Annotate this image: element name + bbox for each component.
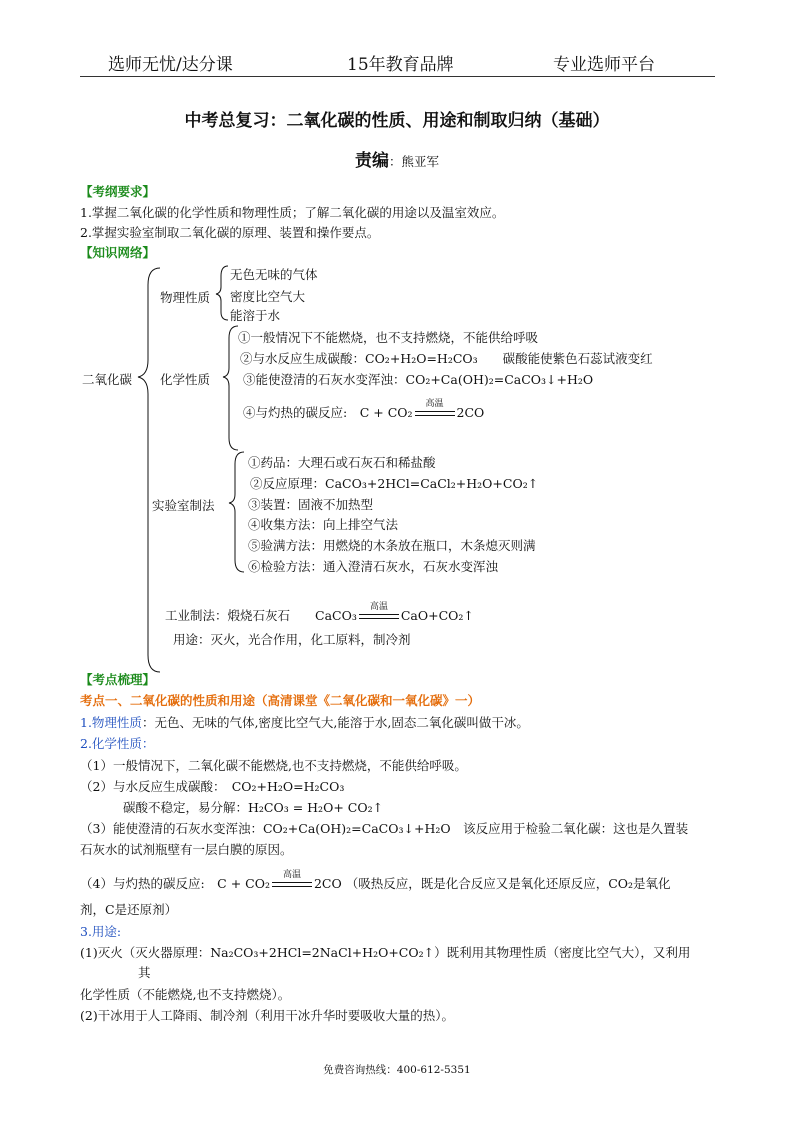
lab-label: 实验室制法 bbox=[152, 498, 215, 513]
chem4-lhs: ④与灼热的碳反应: C + CO₂ bbox=[243, 405, 413, 420]
use-2: (2)干冰用于人工降雨、制冷剂（利用干冰升华时要吸收大量的热）。 bbox=[80, 1008, 454, 1023]
chem4-rhs: 2CO bbox=[456, 405, 485, 420]
physical-properties-label: 1.物理性质 bbox=[80, 715, 142, 730]
uses-label: 3.用途: bbox=[80, 924, 122, 939]
network-heading: 【知识网络】 bbox=[80, 245, 156, 260]
physical-label: 物理性质 bbox=[160, 290, 211, 305]
chemical-properties-label: 2.化学性质： bbox=[80, 736, 155, 751]
lab-item-6: ⑥检验方法：通入澄清石灰水，石灰水变浑浊 bbox=[248, 559, 499, 574]
high-temp-arrow bbox=[413, 399, 457, 420]
header-right: 专业选师平台 bbox=[553, 55, 655, 75]
use-1c: 化学性质（不能燃烧,也不支持燃烧）。 bbox=[80, 987, 291, 1002]
chemical-item-1: ①一般情况下不能燃烧，也不支持燃烧，不能供给呼吸 bbox=[238, 330, 539, 345]
chemical-item-3: ③能使澄清的石灰水变浑浊：CO₂+Ca(OH)₂=CaCO₃↓+H₂O bbox=[243, 372, 594, 387]
condition-label: 高温 bbox=[282, 870, 301, 880]
use-1a: (1)灭火（灭火器原理：Na₂CO₃+2HCl=2NaCl+H₂O+CO₂↑）既利用其物理性质（密度比空气大），又利用 bbox=[80, 945, 691, 960]
footer-hotline: 免费咨询热线：400-612-5351 bbox=[323, 1064, 471, 1076]
chem-point-4b: 剂，C是还原剂） bbox=[80, 902, 178, 917]
chemical-item-2: ②与水反应生成碳酸：CO₂+H₂O=H₂CO₃ 碳酸能使紫色石蕊试液变红 bbox=[240, 351, 653, 366]
physical-properties-text: ：无色、无味的气体,密度比空气大,能溶于水,固态二氧化碳叫做干冰。 bbox=[141, 715, 529, 730]
editor-name: ：熊亚军 bbox=[388, 154, 439, 169]
industry-lhs: 工业制法：煅烧石灰石 CaCO₃ bbox=[165, 608, 357, 623]
network-uses: 用途：灭火，光合作用，化工原料，制冷剂 bbox=[173, 632, 411, 647]
chemical-item-4 bbox=[243, 399, 485, 421]
condition-label: 高温 bbox=[369, 602, 388, 612]
network-root: 二氧化碳 bbox=[82, 372, 133, 387]
chem-point-4-lhs: （4）与灼热的碳反应: C + CO₂ bbox=[80, 876, 270, 891]
high-temp-arrow bbox=[357, 602, 401, 623]
physical-brace bbox=[216, 266, 228, 320]
syllabus-heading: 【考纲要求】 bbox=[80, 184, 156, 199]
use-1b: 其 bbox=[138, 965, 151, 980]
physical-item-3: 能溶于水 bbox=[230, 308, 281, 323]
chem-point-3b: 石灰水的试剂瓶壁有一层白膜的原因。 bbox=[80, 842, 293, 857]
industry-rhs: CaO+CO₂↑ bbox=[400, 608, 474, 623]
high-temp-arrow bbox=[270, 870, 314, 891]
lab-item-5: ⑤验满方法：用燃烧的木条放在瓶口，木条熄灭则满 bbox=[248, 538, 536, 553]
syllabus-item-1: 1.掌握二氧化碳的化学性质和物理性质；了解二氧化碳的用途以及温室效应。 bbox=[80, 205, 505, 220]
lab-item-2: ②反应原理：CaCO₃+2HCl=CaCl₂+H₂O+CO₂↑ bbox=[250, 476, 539, 491]
chem-point-3a: （3）能使澄清的石灰水变浑浊：CO₂+Ca(OH)₂=CaCO₃↓+H₂O 该反应用于检验二氧化碳：这也是久置装 bbox=[80, 821, 689, 836]
chemical-label: 化学性质 bbox=[160, 372, 211, 387]
chem-point-4-rhs: 2CO （吸热反应，既是化合反应又是氧化还原反应，CO₂是氧化 bbox=[313, 876, 671, 891]
chem-point-1: （1）一般情况下，二氧化碳不能燃烧,也不支持燃烧，不能供给呼吸。 bbox=[80, 758, 467, 773]
lab-item-1: ①药品：大理石或石灰石和稀盐酸 bbox=[248, 455, 436, 470]
chem-point-4 bbox=[80, 870, 671, 892]
header-left: 选师无忧/达分课 bbox=[108, 55, 233, 75]
editor-label: 责编 bbox=[354, 151, 389, 171]
lab-item-3: ③装置：固液不加热型 bbox=[248, 497, 374, 512]
physical-properties bbox=[80, 713, 529, 731]
chemical-brace bbox=[223, 326, 238, 450]
syllabus-item-2: 2.掌握实验室制取二氧化碳的原理、装置和操作要点。 bbox=[80, 225, 380, 240]
lab-item-4: ④收集方法：向上排空气法 bbox=[248, 517, 399, 532]
physical-item-1: 无色无味的气体 bbox=[230, 267, 318, 282]
chem-point-2: （2）与水反应生成碳酸： CO₂+H₂O=H₂CO₃ bbox=[80, 779, 345, 794]
physical-item-2: 密度比空气大 bbox=[230, 289, 306, 304]
main-brace bbox=[138, 268, 160, 672]
point1-title: 考点一、二氧化碳的性质和用途（高清课堂《二氧化碳和一氧化碳》一） bbox=[80, 693, 481, 708]
condition-label: 高温 bbox=[425, 399, 444, 409]
lab-brace bbox=[229, 452, 244, 572]
chem-point-2b: 碳酸不稳定，易分解：H₂CO₃ = H₂O+ CO₂↑ bbox=[123, 800, 384, 815]
page-title: 中考总复习：二氧化碳的性质、用途和制取归纳（基础） bbox=[184, 111, 610, 131]
header-center: 15年教育品牌 bbox=[347, 55, 454, 75]
industry-method bbox=[165, 602, 474, 624]
points-heading: 【考点梳理】 bbox=[80, 672, 156, 687]
